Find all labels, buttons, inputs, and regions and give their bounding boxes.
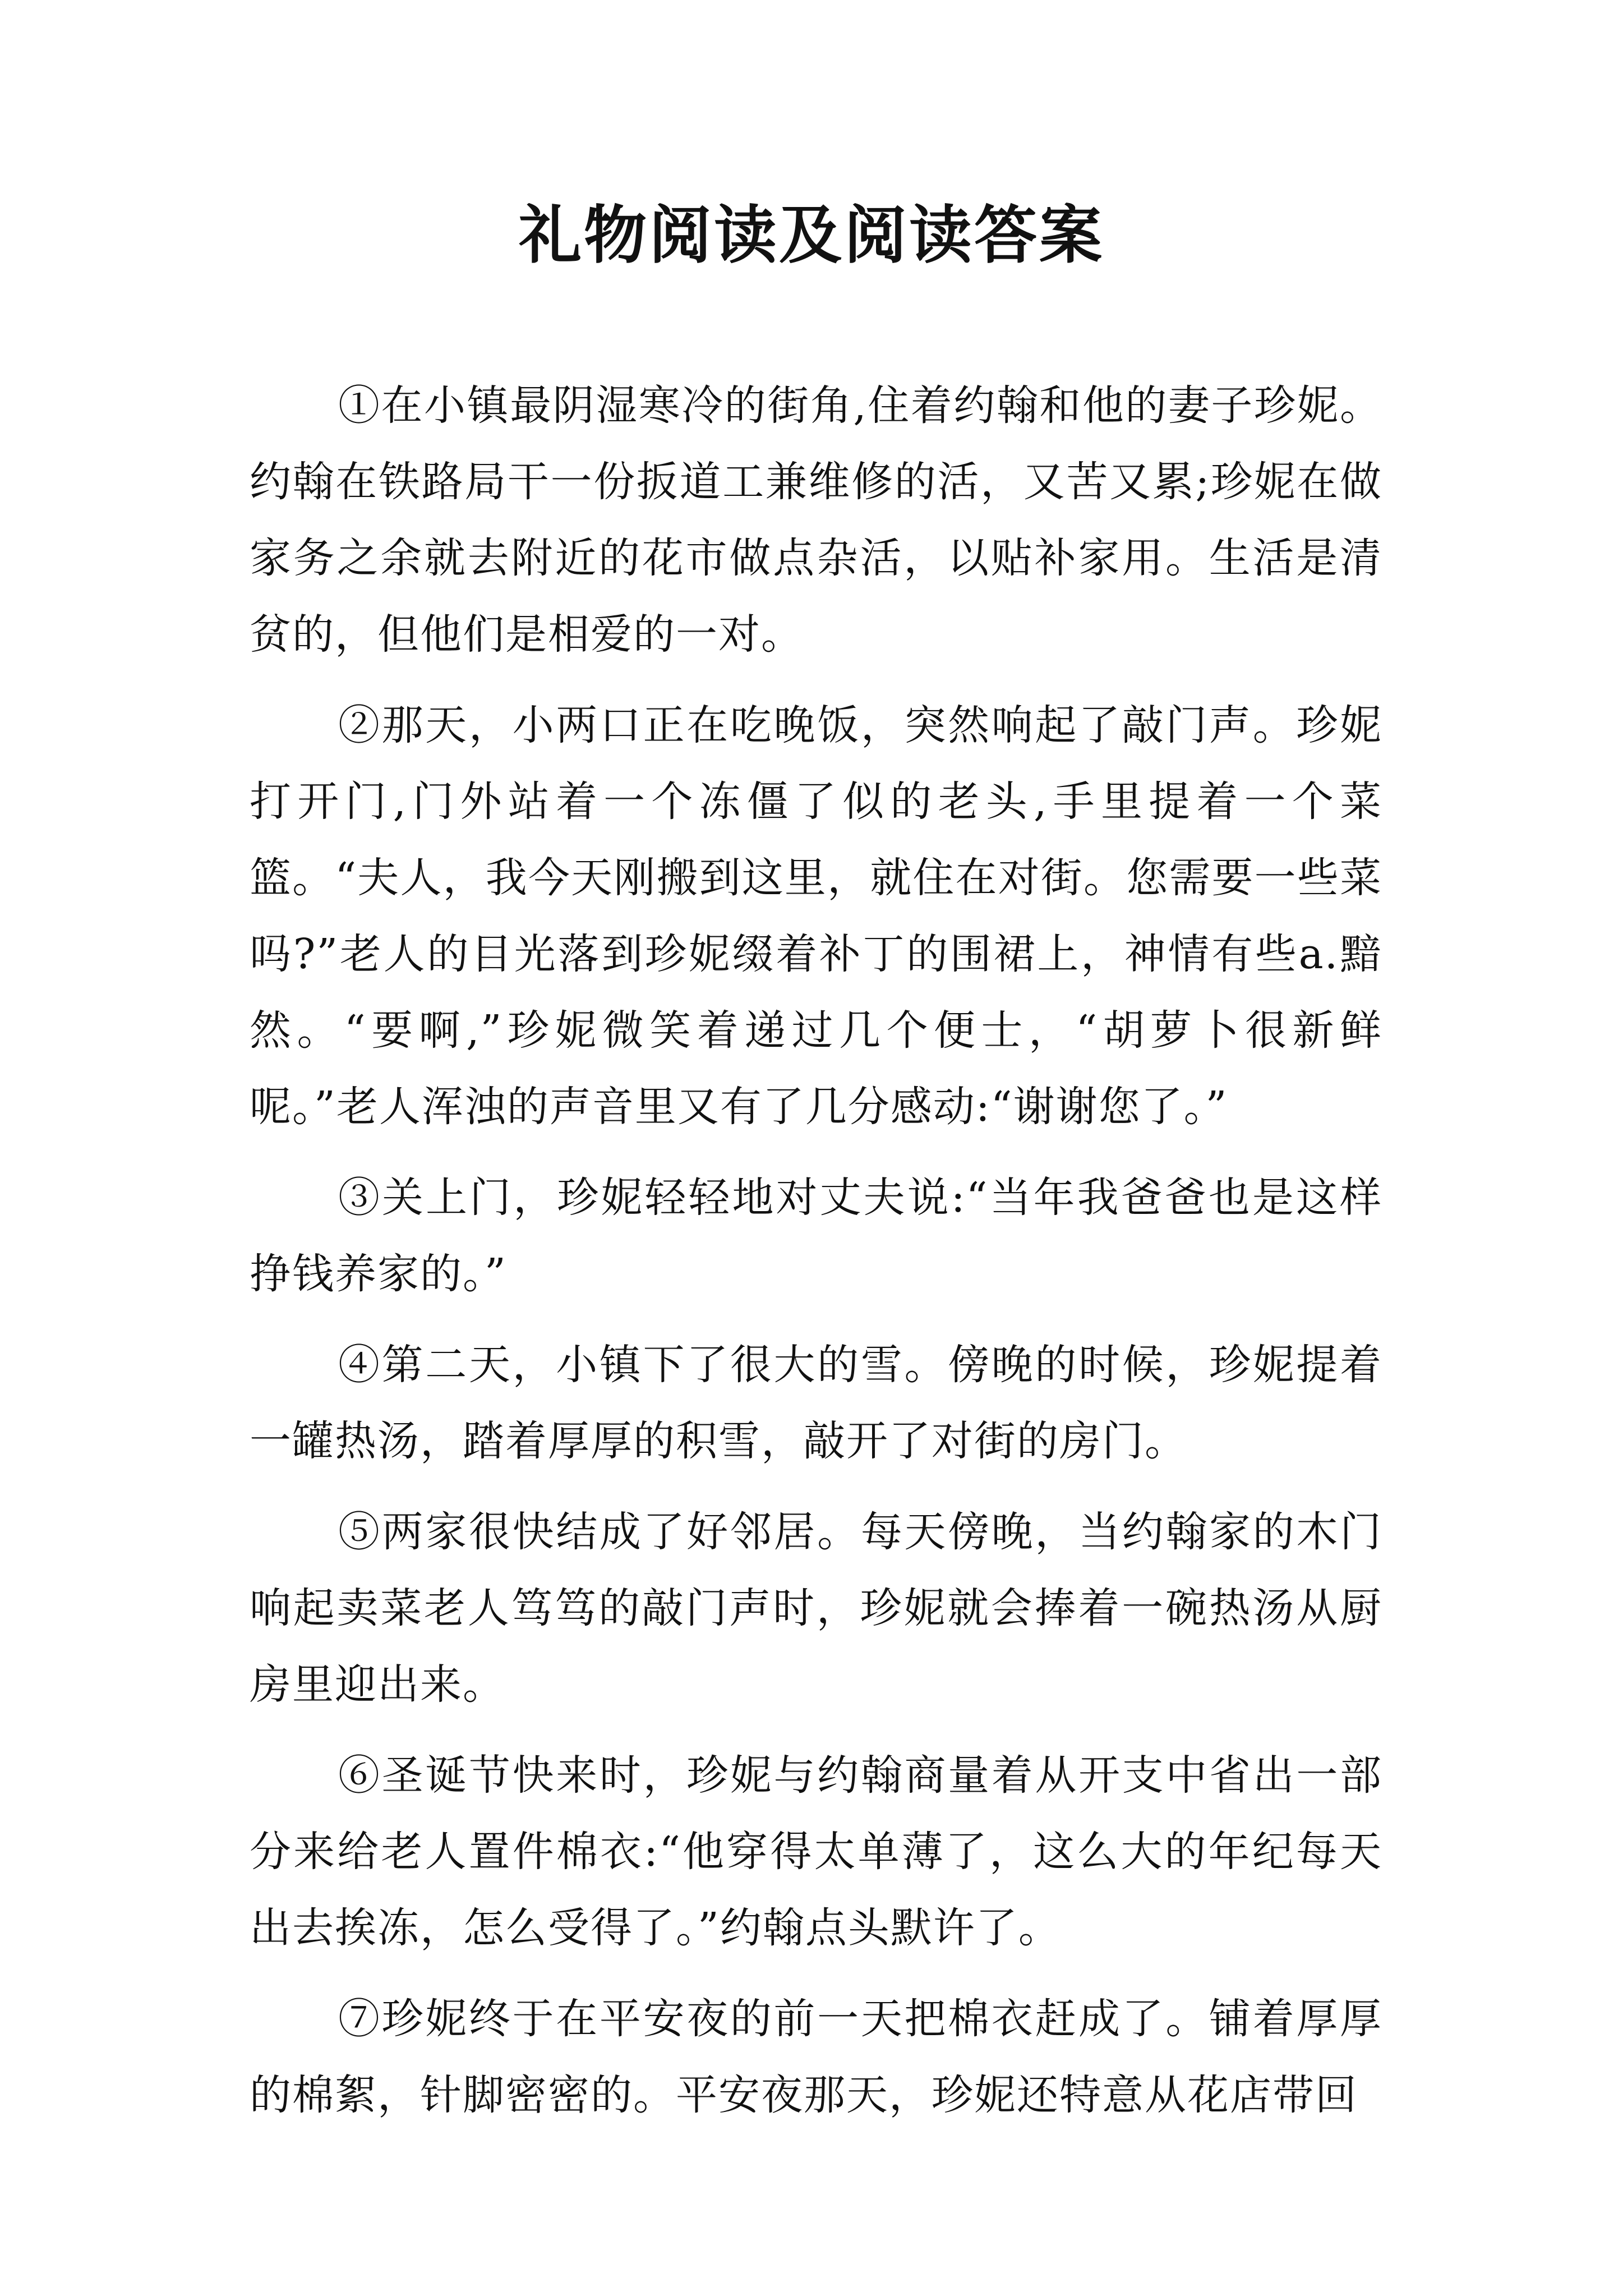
article-body — [250, 367, 1382, 2133]
paragraph-3: ③关上门，珍妮轻轻地对丈夫说:“当年我爸爸也是这样挣钱养家的。” — [250, 1174, 1382, 1298]
paragraph-7: ⑦珍妮终于在平安夜的前一天把棉衣赶成了。铺着厚厚的棉絮，针脚密密的。平安夜那天，珍妮还特意从花店带回 — [250, 1995, 1382, 2119]
paragraph-5: ⑤两家很快结成了好邻居。每天傍晚，当约翰家的木门响起卖菜老人笃笃的敲门声时，珍妮就会捧着一碗热汤从厨房里迎出来。 — [250, 1508, 1382, 1709]
paragraph-6: ⑥圣诞节快来时，珍妮与约翰商量着从开支中省出一部分来给老人置件棉衣:“他穿得太单薄了，这么大的年纪每天出去挨冻，怎么受得了。”约翰点头默许了。 — [250, 1751, 1382, 1952]
paragraph-4: ④第二天，小镇下了很大的雪。傍晚的时候，珍妮提着一罐热汤，踏着厚厚的积雪，敲开了对街的房门。 — [250, 1341, 1382, 1465]
paragraph-1: ①在小镇最阴湿寒冷的街角,住着约翰和他的妻子珍妮。约翰在铁路局干一份扳道工兼维修的活，又苦又累;珍妮在做家务之余就去附近的花市做点杂活，以贴补家用。生活是清贫的，但他们是相爱的一对。 — [250, 381, 1382, 659]
paragraph-2: ②那天，小两口正在吃晚饭，突然响起了敲门声。珍妮打开门,门外站着一个冻僵了似的老头,手里提着一个菜篮。“夫人，我今天刚搬到这里，就住在对街。您需要一些菜吗?”老人的目光落到珍妮缀着补丁的围裙上，神情有些a.黯然。“要啊,”珍妮微笑着递过几个便士，“胡萝卜很新鲜呢。”老人浑浊的声音里又有了几分感动:“谢谢您了。” — [250, 701, 1382, 1131]
document-title: 礼物阅读及阅读答案 — [519, 199, 1104, 272]
